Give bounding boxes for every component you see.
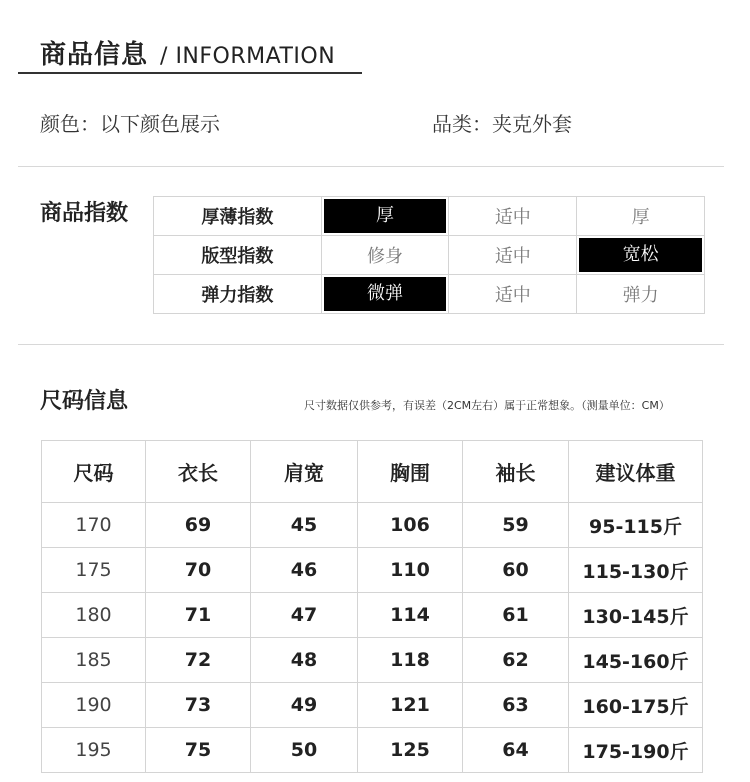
table-cell: 175 <box>42 548 146 593</box>
page-title-en: INFORMATION <box>175 44 336 69</box>
table-cell: 195 <box>42 728 146 773</box>
table-row <box>42 683 703 728</box>
index-option-selected: 宽松 <box>577 236 705 275</box>
attribute-category: 品类：夹克外套 <box>432 112 572 136</box>
table-cell: 61 <box>463 593 569 638</box>
table-cell: 49 <box>251 683 358 728</box>
table-cell: 130-145斤 <box>569 593 703 638</box>
table-cell: 115-130斤 <box>569 548 703 593</box>
index-option-selected: 厚 <box>321 197 449 236</box>
table-cell: 62 <box>463 638 569 683</box>
index-row-thickness <box>154 197 705 236</box>
table-row <box>42 548 703 593</box>
index-section-label: 商品指数 <box>40 201 129 226</box>
table-cell: 180 <box>42 593 146 638</box>
table-cell: 190 <box>42 683 146 728</box>
index-row-fit <box>154 236 705 275</box>
size-note: 尺寸数据仅供参考，有误差（2CM左右）属于正常想象。（测量单位：CM） <box>304 399 670 412</box>
table-cell: 106 <box>358 503 463 548</box>
index-option: 适中 <box>449 197 577 236</box>
table-cell: 47 <box>251 593 358 638</box>
table-cell: 121 <box>358 683 463 728</box>
table-cell: 145-160斤 <box>569 638 703 683</box>
table-cell: 45 <box>251 503 358 548</box>
index-row-label: 版型指数 <box>154 236 322 275</box>
attribute-color: 颜色：以下颜色展示 <box>40 112 220 136</box>
column-header: 胸围 <box>358 441 463 503</box>
table-cell: 70 <box>146 548 251 593</box>
index-option: 弹力 <box>577 275 705 314</box>
size-table-header <box>42 441 703 503</box>
title-underline <box>18 72 362 74</box>
divider <box>18 166 724 167</box>
table-cell: 48 <box>251 638 358 683</box>
table-cell: 75 <box>146 728 251 773</box>
table-cell: 63 <box>463 683 569 728</box>
table-cell: 118 <box>358 638 463 683</box>
table-cell: 73 <box>146 683 251 728</box>
table-row <box>42 503 703 548</box>
table-cell: 72 <box>146 638 251 683</box>
table-cell: 46 <box>251 548 358 593</box>
index-option: 厚 <box>577 197 705 236</box>
size-section-label: 尺码信息 <box>40 389 129 414</box>
index-row-label: 弹力指数 <box>154 275 322 314</box>
table-cell: 95-115斤 <box>569 503 703 548</box>
table-row <box>42 728 703 773</box>
table-cell: 50 <box>251 728 358 773</box>
table-cell: 114 <box>358 593 463 638</box>
table-row <box>42 638 703 683</box>
index-option: 适中 <box>449 236 577 275</box>
table-row <box>42 593 703 638</box>
divider <box>18 344 724 345</box>
table-cell: 71 <box>146 593 251 638</box>
index-row-elasticity <box>154 275 705 314</box>
table-cell: 125 <box>358 728 463 773</box>
column-header: 建议体重 <box>569 441 703 503</box>
table-cell: 160-175斤 <box>569 683 703 728</box>
table-cell: 59 <box>463 503 569 548</box>
column-header: 衣长 <box>146 441 251 503</box>
index-table <box>153 196 705 314</box>
column-header: 肩宽 <box>251 441 358 503</box>
column-header: 袖长 <box>463 441 569 503</box>
column-header: 尺码 <box>42 441 146 503</box>
table-cell: 185 <box>42 638 146 683</box>
table-cell: 175-190斤 <box>569 728 703 773</box>
table-cell: 69 <box>146 503 251 548</box>
title-separator: / <box>160 44 168 69</box>
table-cell: 170 <box>42 503 146 548</box>
index-option: 适中 <box>449 275 577 314</box>
index-option-selected: 微弹 <box>321 275 449 314</box>
page-header <box>40 34 335 71</box>
table-cell: 110 <box>358 548 463 593</box>
table-cell: 64 <box>463 728 569 773</box>
page-title: 商品信息 <box>40 40 149 70</box>
index-row-label: 厚薄指数 <box>154 197 322 236</box>
size-table <box>41 440 703 773</box>
index-option: 修身 <box>321 236 449 275</box>
table-cell: 60 <box>463 548 569 593</box>
